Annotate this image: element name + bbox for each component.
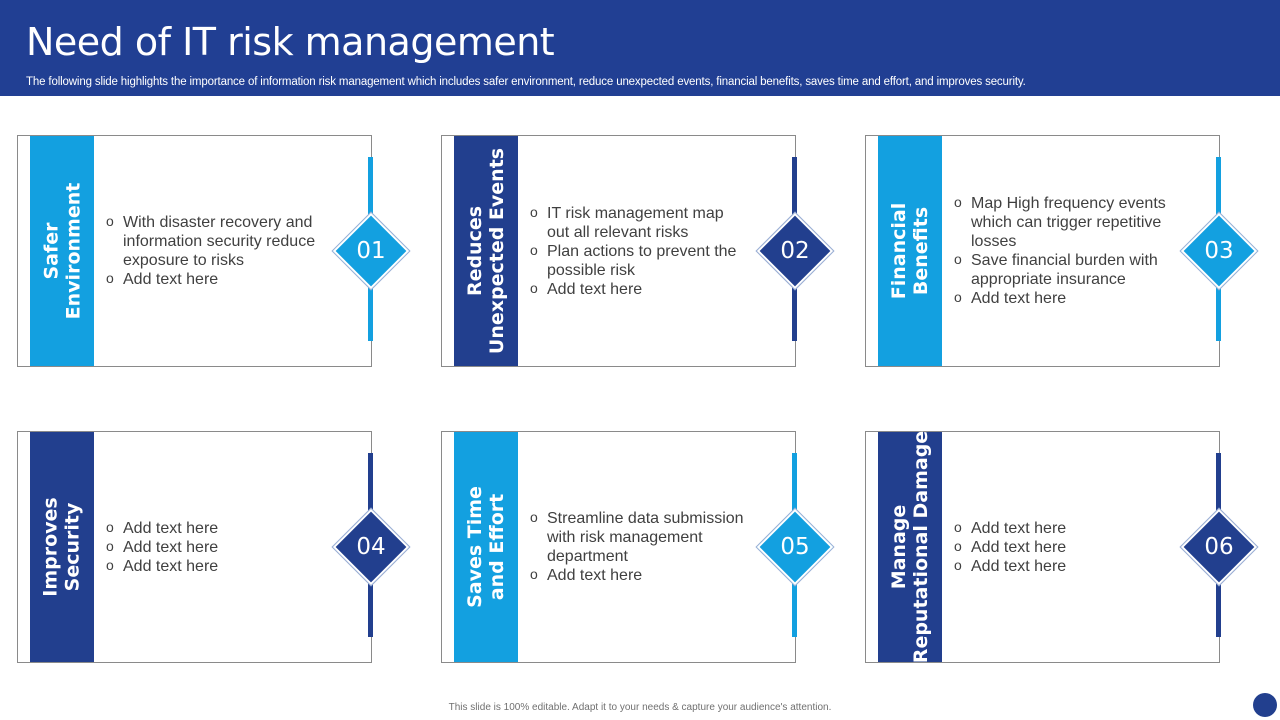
bullet-item: o Save financial burden with appropriate insurance bbox=[954, 251, 1169, 289]
card-heading bbox=[40, 183, 84, 320]
card-heading-line: and Effort bbox=[486, 493, 509, 601]
bullet-item: o IT risk management map out all relevant risks bbox=[530, 204, 745, 242]
card-heading-line: Financial bbox=[888, 202, 911, 300]
number-label: 04 bbox=[356, 534, 386, 560]
number-label: 06 bbox=[1204, 534, 1234, 560]
card-bullet-list bbox=[954, 432, 1169, 662]
card-financial-benefits bbox=[865, 135, 1220, 367]
page-title: Need of IT risk management bbox=[26, 20, 555, 64]
card-heading-line: Reduces bbox=[464, 205, 487, 297]
number-label: 03 bbox=[1204, 238, 1234, 264]
card-heading bbox=[888, 203, 932, 299]
card-heading-line: Safer bbox=[40, 222, 62, 280]
bullet-item: o With disaster recovery and information security reduce exposure to risks bbox=[106, 213, 321, 270]
bullet-item: o Map High frequency events which can trigger repetitive losses bbox=[954, 194, 1169, 251]
card-heading bbox=[464, 148, 508, 354]
card-heading-band bbox=[454, 136, 518, 366]
card-heading-line: Reputational Damage bbox=[910, 430, 932, 664]
card-heading-band bbox=[30, 432, 94, 662]
card-bullet-list bbox=[106, 136, 321, 366]
card-heading-line: Manage bbox=[888, 504, 910, 590]
bullet-item: o Add text here bbox=[530, 566, 745, 585]
card-heading-band bbox=[878, 432, 942, 662]
card-saves-time-and-effort bbox=[441, 431, 796, 663]
number-label: 02 bbox=[780, 238, 810, 264]
header-banner bbox=[0, 0, 1280, 96]
bullet-item: o Add text here bbox=[106, 538, 321, 557]
bullet-item: o Add text here bbox=[954, 557, 1169, 576]
card-bullet-list bbox=[530, 136, 745, 366]
bullet-item: o Streamline data submission with risk management department bbox=[530, 509, 745, 566]
bullet-item: o Add text here bbox=[106, 519, 321, 538]
page-indicator-dot bbox=[1253, 693, 1277, 717]
card-bullet-list bbox=[106, 432, 321, 662]
footer-note: This slide is 100% editable. Adapt it to your needs & capture your audience's attention. bbox=[448, 702, 832, 713]
card-heading bbox=[464, 486, 508, 608]
bullet-item: o Add text here bbox=[106, 557, 321, 576]
page-subtitle: The following slide highlights the importance of information risk management which includes safer environment, reduce unexpected events, financial benefits, saves time and effort, and improves security. bbox=[26, 76, 1026, 88]
bullet-item: o Add text here bbox=[530, 280, 745, 299]
number-label: 01 bbox=[356, 238, 386, 264]
number-label: 05 bbox=[780, 534, 810, 560]
bullet-item: o Add text here bbox=[954, 519, 1169, 538]
bullet-item: o Add text here bbox=[954, 538, 1169, 557]
card-safer-environment bbox=[17, 135, 372, 367]
card-heading-band bbox=[878, 136, 942, 366]
card-heading-line: Improves bbox=[40, 497, 63, 597]
card-heading-line: Saves Time bbox=[464, 486, 487, 608]
card-heading-band bbox=[30, 136, 94, 366]
card-heading-line: Benefits bbox=[910, 206, 933, 296]
card-bullet-list bbox=[954, 136, 1169, 366]
card-bullet-list bbox=[530, 432, 745, 662]
bullet-item: o Plan actions to prevent the possible risk bbox=[530, 242, 745, 280]
card-improves-security bbox=[17, 431, 372, 663]
bullet-item: o Add text here bbox=[954, 289, 1169, 308]
card-manage-reputational-damage bbox=[865, 431, 1220, 663]
card-heading-line: Environment bbox=[62, 182, 84, 320]
bullet-item: o Add text here bbox=[106, 270, 321, 289]
card-heading bbox=[40, 497, 84, 596]
card-reduces-unexpected-events bbox=[441, 135, 796, 367]
card-heading-line: Security bbox=[62, 502, 85, 592]
card-heading-line: Unexpected Events bbox=[486, 147, 509, 355]
card-heading-band bbox=[454, 432, 518, 662]
card-heading bbox=[888, 431, 932, 663]
